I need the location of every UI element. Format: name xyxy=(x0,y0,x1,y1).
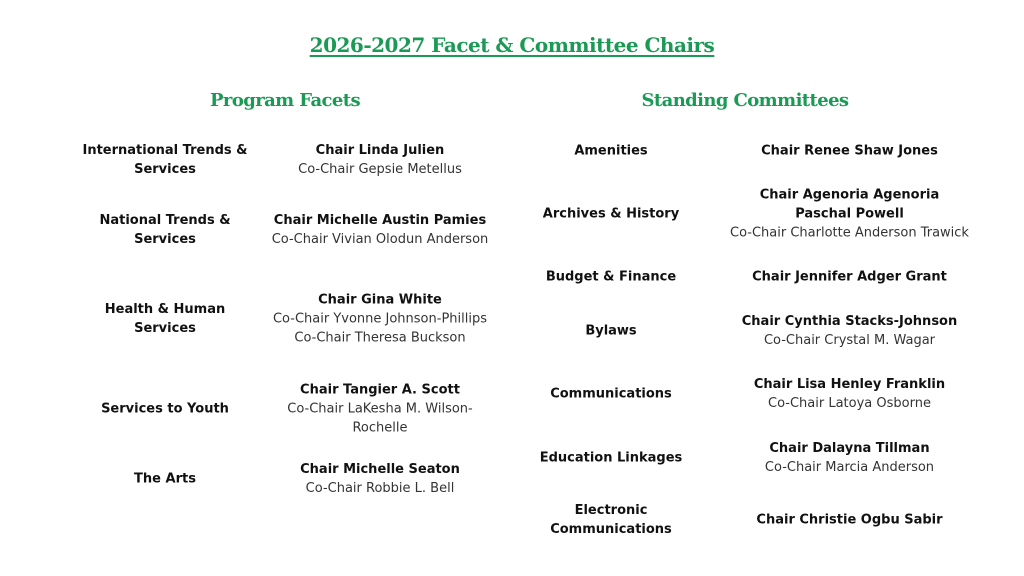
facet-name: International Trends & Services xyxy=(82,143,248,177)
committee-name: Communications xyxy=(550,386,672,402)
chair-name: Chair Agenoria Agenoria Paschal Powell xyxy=(759,187,940,222)
committee-chairs xyxy=(712,186,987,243)
chair-name: Chair Cynthia Stacks-Johnson xyxy=(741,314,958,329)
page-title: 2026-2027 Facet & Committee Chairs xyxy=(309,33,715,57)
co-chair-name: Co-Chair Vivian Olodun Anderson xyxy=(271,232,489,247)
facet-chairs xyxy=(270,381,490,438)
co-chair-name: Co-Chair Charlotte Anderson Trawick xyxy=(730,225,969,241)
chair-name: Chair Michelle Seaton xyxy=(300,462,460,477)
chair-name: Chair Dalayna Tillman xyxy=(769,441,930,456)
chair-name: Chair Christie Ogbu Sabir xyxy=(756,512,943,528)
chair-name: Chair Jennifer Adger Grant xyxy=(752,269,947,285)
committee-chairs xyxy=(712,142,987,161)
chair-name: Chair Renee Shaw Jones xyxy=(761,143,938,159)
chair-name: Chair Linda Julien xyxy=(315,143,445,158)
chair-name: Chair Michelle Austin Pamies xyxy=(273,213,487,228)
chair-name: Chair Gina White xyxy=(318,292,442,308)
committee-name: Bylaws xyxy=(585,323,637,339)
committee-chairs xyxy=(712,511,987,530)
facet-chairs xyxy=(270,460,490,498)
committee-name: Archives & History xyxy=(542,206,680,222)
facet-name: The Arts xyxy=(134,471,196,487)
co-chair-name: Co-Chair LaKesha M. Wilson-Rochelle xyxy=(287,401,473,436)
chair-name: Chair Lisa Henley Franklin xyxy=(753,377,946,392)
facet-chairs xyxy=(270,291,490,348)
co-chair-name: Co-Chair Robbie L. Bell xyxy=(305,481,455,496)
chair-name: Chair Tangier A. Scott xyxy=(300,382,460,398)
facet-name: National Trends & Services xyxy=(99,213,231,247)
co-chair-name: Co-Chair Yvonne Johnson-Phillips xyxy=(272,311,487,327)
committee-name: Electronic Communications xyxy=(550,503,672,537)
standing-committees-heading: Standing Committees xyxy=(641,90,849,111)
committee-name: Budget & Finance xyxy=(545,269,677,285)
committee-chairs xyxy=(712,439,987,477)
committee-chairs xyxy=(712,268,987,287)
committee-chairs xyxy=(712,312,987,350)
co-chair-name: Co-Chair Marcia Anderson xyxy=(764,460,935,475)
facet-name: Services to Youth xyxy=(101,401,229,417)
program-facets-heading: Program Facets xyxy=(210,90,360,111)
co-chair-name: Co-Chair Theresa Buckson xyxy=(294,330,466,346)
facet-chairs xyxy=(270,141,490,179)
co-chair-name: Co-Chair Latoya Osborne xyxy=(768,396,931,411)
committee-name: Amenities xyxy=(574,143,648,159)
facet-name: Health & Human Services xyxy=(104,302,226,336)
committee-name: Education Linkages xyxy=(539,450,683,466)
co-chair-name: Co-Chair Gepsie Metellus xyxy=(298,162,462,177)
facet-chairs xyxy=(270,211,490,249)
co-chair-name: Co-Chair Crystal M. Wagar xyxy=(763,333,936,348)
committee-chairs xyxy=(712,375,987,413)
